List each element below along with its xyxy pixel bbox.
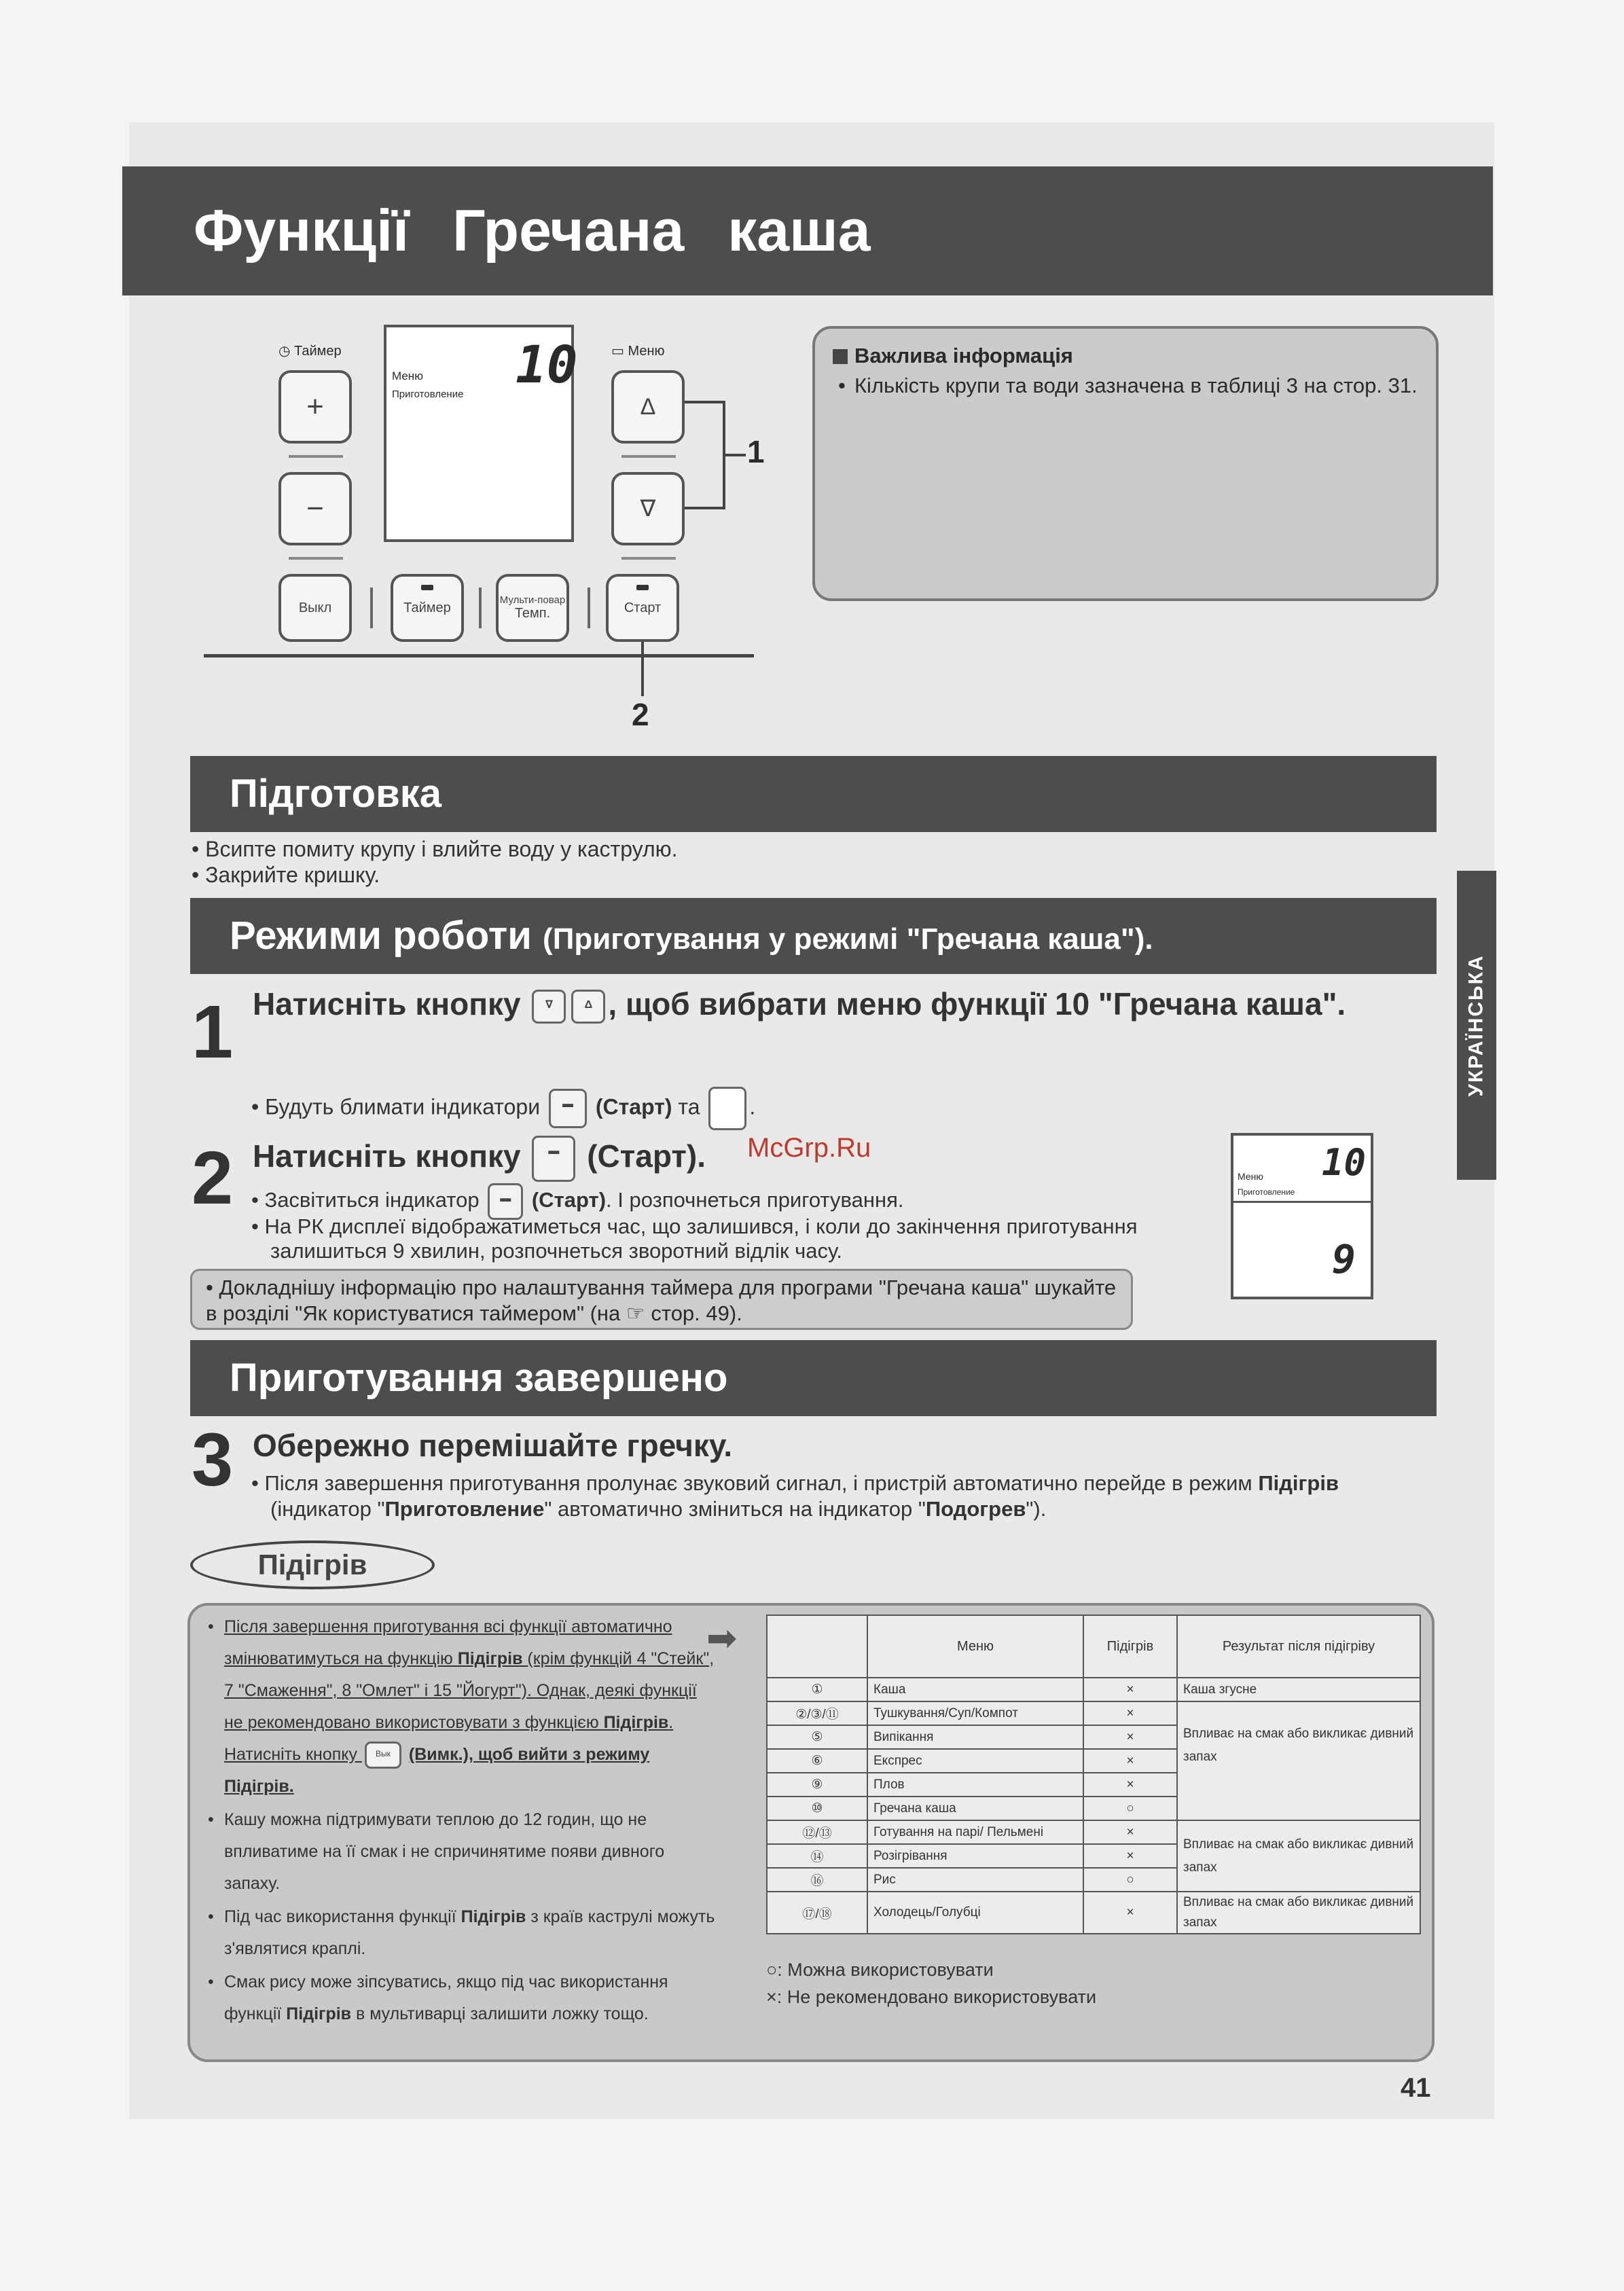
title-word-functions: Функції — [194, 198, 410, 264]
warm-paragraph-4: • Смак рису може зіпсуватись, якщо під час використання функції Підігрів в мультиварці залишити ложку тощо. — [204, 1966, 720, 2030]
minus-button[interactable]: − — [278, 472, 352, 545]
down-key-icon: ∇ — [532, 990, 566, 1024]
divider — [621, 557, 676, 560]
important-title: Важлива інформація — [854, 344, 1073, 367]
callout-line — [725, 454, 746, 456]
callout-label-2: 2 — [632, 697, 649, 732]
section-done: Приготування завершено — [190, 1340, 1437, 1416]
callout-line — [641, 642, 644, 696]
lcd-menu-number: 10 — [516, 334, 578, 395]
warm-paragraph-1: • Після завершення приготування всі функції автоматично змінюватимуться на функцію Підігрів (крім функцій 4 "Стейк", 7 "Смаження", 8 "Омлет" і 15 "Йогурт"). Однак, деякі функції не рекомендовано використовувати з функцією Підігрів. Натисніть кнопку Вык (Вимк.), щоб вийти з режиму Підігрів. — [204, 1611, 720, 1803]
page-reference-icon: ☞ — [626, 1301, 645, 1325]
title-word-buckwheat: Гречана каша — [452, 198, 871, 264]
watermark: McGrp.Ru — [747, 1133, 871, 1163]
table-row: ① Каша × Каша згусне — [767, 1678, 1420, 1701]
keep-warm-table — [766, 1614, 1421, 1934]
important-text: Кількість крупи та води зазначена в таблиці 3 на стор. 31. — [854, 374, 1418, 397]
divider — [621, 455, 676, 458]
start-key-icon: ▬ — [488, 1183, 523, 1220]
callout-label-1: 1 — [747, 434, 765, 469]
divider — [289, 455, 343, 458]
table-row: ⑤ Випікання × — [767, 1725, 1420, 1749]
divider — [289, 557, 343, 560]
square-bullet-icon — [833, 349, 848, 364]
off-button[interactable]: Выкл — [278, 574, 352, 642]
step-number-2: 2 — [192, 1136, 234, 1220]
control-panel-diagram — [204, 319, 765, 740]
timer-label: ◷ Таймер — [278, 344, 342, 359]
divider — [370, 588, 373, 628]
section-preparation: Підготовка — [190, 756, 1437, 832]
table-row: ⑯ Рис ○ — [767, 1868, 1420, 1892]
start-key-icon: ▬ — [549, 1089, 587, 1128]
prep-bullet-1: • Всипте помиту крупу і влийте воду у каструлю. — [192, 837, 678, 861]
divider — [588, 588, 590, 628]
step-number-3: 3 — [192, 1418, 234, 1502]
step2-bullet-1: • Засвітиться індикатор ▬ (Старт). І розпочнеться приготування. — [251, 1183, 903, 1220]
arrow-right-icon: ➡ — [706, 1618, 738, 1659]
step3-text: • Після завершення приготування пролунає звуковий сигнал, і пристрій автоматично перейде в режим Підігрів (індикатор "Приготовление" автоматично зміниться на індикатор "Подогрев"). — [251, 1471, 1339, 1521]
legend-ok: ○: Можна використовувати — [766, 1960, 994, 1980]
warm-paragraph-3: • Під час використання функції Підігрів з країв каструлі можуть з'являтися краплі. — [204, 1901, 720, 1965]
table-row: ⑥ Експрес × — [767, 1749, 1420, 1773]
table-row: ⑩ Гречана каша ○ — [767, 1797, 1420, 1820]
table-legend — [766, 1956, 1096, 2010]
callout-bracket — [685, 401, 725, 509]
step1-heading: Натисніть кнопку ∇ Δ , щоб вибрати меню функції 10 "Гречана каша". — [253, 985, 1394, 1024]
keep-warm-heading: Підігрів — [190, 1540, 435, 1589]
divider — [479, 588, 482, 628]
step3-heading: Обережно перемішайте гречку. — [253, 1428, 733, 1463]
warm-paragraph-2: • Кашу можна підтримувати теплою до 12 годин, що не впливатиме на її смак і не спричинятиме появи дивного запаху. — [204, 1804, 720, 1900]
start-key-icon: ▬ — [532, 1136, 575, 1182]
table-row: ⑰/⑱ Холодець/Голубці × Впливає на смак або викликає дивний запах — [767, 1892, 1420, 1934]
multicook-temp-button[interactable]: Мульти-повар Темп. — [496, 574, 569, 642]
step2-bullet-2: • На РК дисплеї відображатиметься час, що залишився, і коли до закінчення приготування залишиться 9 хвилин, розпочнеться зворотний відлік часу. — [251, 1214, 1138, 1263]
important-info-box: Важлива інформація • Кількість крупи та води зазначена в таблиці 3 на стор. 31. — [812, 326, 1439, 601]
start-button[interactable]: Старт — [606, 574, 679, 642]
lcd-menu-label: Меню — [392, 369, 423, 382]
up-key-icon: Δ — [571, 990, 605, 1024]
table-row: ⑨ Плов × — [767, 1773, 1420, 1797]
timer-note-box: • Докладнішу інформацію про налаштування таймера для програми "Гречана каша" шукайте в розділі "Як користуватися таймером" (на ☞ стор. 49). — [190, 1269, 1133, 1330]
step2-heading: Натисніть кнопку ▬ (Старт). — [253, 1136, 706, 1182]
off-key-icon: Вык — [365, 1742, 401, 1769]
lcd-indicator-icon — [708, 1087, 746, 1130]
table-row: ②/③/⑪ Тушкування/Суп/Компот × Впливає на смак або викликає дивний запах — [767, 1701, 1420, 1725]
panel-baseline — [204, 654, 754, 657]
lcd-countdown-display: Меню Приготовление 10 9 — [1231, 1133, 1373, 1299]
lcd-display — [384, 325, 578, 542]
prep-bullet-2: • Закрийте кришку. — [192, 863, 380, 887]
timer-button[interactable]: Таймер — [391, 574, 464, 642]
table-row: ⑫/⑬ Готування на парі/ Пельмені × Впливає на смак або викликає дивний запах — [767, 1820, 1420, 1844]
plus-button[interactable]: + — [278, 370, 352, 444]
section-modes: Режими роботи (Приготування у режимі "Гречана каша"). — [190, 898, 1437, 974]
step-number-1: 1 — [192, 990, 234, 1074]
page-title — [122, 166, 1493, 295]
menu-up-button[interactable]: Δ — [611, 370, 685, 444]
menu-label: ▭ Меню — [611, 344, 665, 359]
language-tab: УКРАЇНСЬКА — [1457, 871, 1496, 1180]
keep-warm-text — [204, 1611, 720, 2032]
table-row: ⑭ Розігрівання × — [767, 1844, 1420, 1868]
step1-bullet: • Будуть блимати індикатори ▬ (Старт) та . — [251, 1087, 755, 1130]
menu-down-button[interactable]: ∇ — [611, 472, 685, 545]
page-number: 41 — [1401, 2073, 1431, 2103]
lcd-cooking-label: Приготовление — [392, 389, 464, 400]
legend-not-recommended: ×: Не рекомендовано використовувати — [766, 1987, 1097, 2007]
table-header-row: Меню Підігрів Результат після підігріву — [767, 1615, 1420, 1678]
